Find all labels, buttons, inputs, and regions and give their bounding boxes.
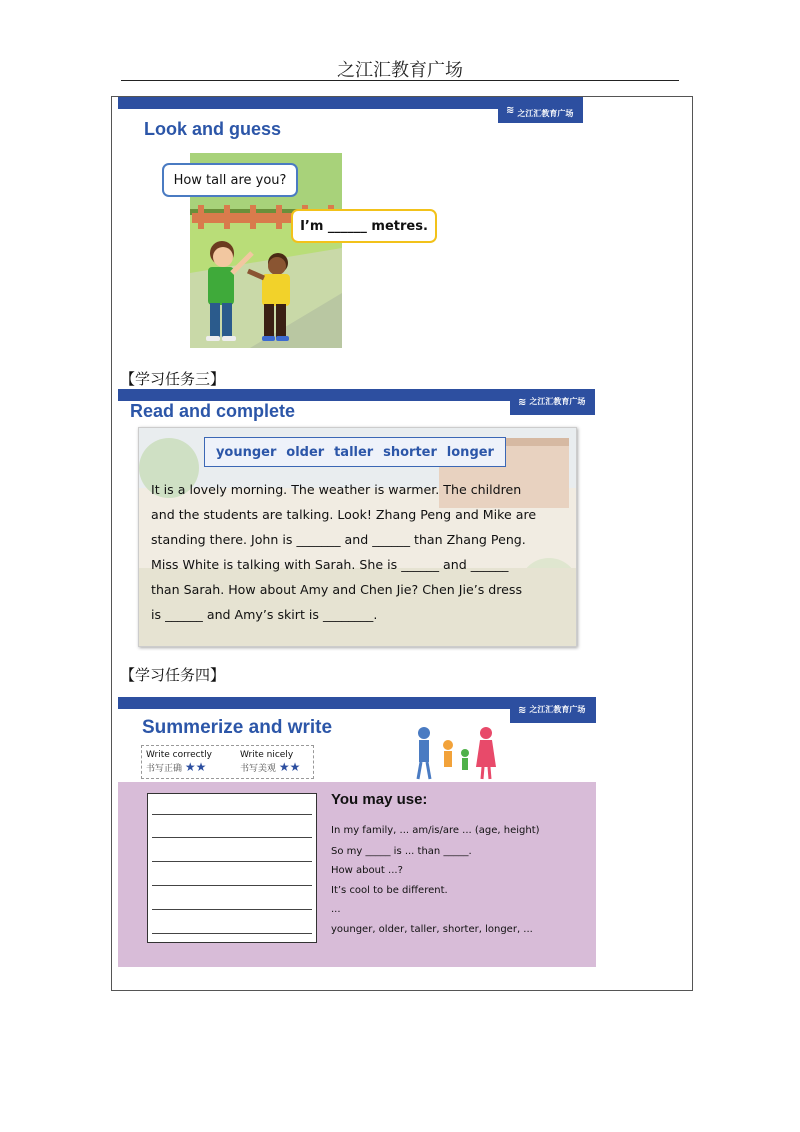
criterion-en: Write correctly <box>146 750 212 760</box>
slide-read-and-complete <box>118 389 595 651</box>
slide-title: Summerize and write <box>142 717 333 738</box>
criterion-nice <box>240 750 300 774</box>
family-icon <box>410 723 510 783</box>
criterion-zh: 书写美观 <box>240 764 277 774</box>
passage-line: standing there. John is _______ and ______ than Zhang Peng. <box>151 532 526 547</box>
word-taller: taller <box>334 444 374 460</box>
logo-icon: ≋ <box>518 396 526 408</box>
phrase-line: It’s cool to be different. <box>331 885 448 896</box>
criteria-box <box>141 745 314 779</box>
writing-line <box>152 861 312 862</box>
phrase-line: In my family, ... am/is/are ... (age, height) <box>331 825 540 836</box>
writing-line <box>152 814 312 815</box>
word-older: older <box>286 444 325 460</box>
logo <box>510 697 596 723</box>
criterion-zh: 书写正确 <box>146 764 183 774</box>
passage-line: Miss White is talking with Sarah. She is ______ and ______ <box>151 557 509 572</box>
word-bank <box>204 437 506 467</box>
page-header-title: 之江汇教育广场 <box>337 60 463 81</box>
slide-title: Look and guess <box>144 119 282 139</box>
logo-icon: ≋ <box>506 104 514 116</box>
criterion-zh-row <box>240 760 300 774</box>
phrase-line: younger, older, taller, shorter, longer, ... <box>331 924 533 935</box>
passage-line: than Sarah. How about Amy and Chen Jie? Chen Jie’s dress <box>151 582 523 597</box>
task3-label: 【学习任务三】 <box>120 370 226 388</box>
slide-top-bar <box>118 389 510 401</box>
writing-box <box>147 793 317 943</box>
word-shorter: shorter <box>383 444 437 460</box>
reading-passage <box>151 477 581 627</box>
slide-top-bar <box>118 97 498 109</box>
logo-text: 之江汇教育广场 <box>529 397 586 406</box>
logo-text: 之江汇教育广场 <box>517 108 574 118</box>
writing-line <box>152 909 312 910</box>
criterion-zh-row <box>146 760 212 774</box>
phrase-line: So my _____ is ... than _____. <box>331 846 472 857</box>
task4-label: 【学习任务四】 <box>120 666 226 684</box>
logo-icon: ≋ <box>518 704 526 716</box>
star-icon: ★★ <box>278 760 301 774</box>
word-longer: longer <box>446 444 494 460</box>
criterion-en: Write nicely <box>240 750 294 760</box>
question-bubble: How tall are you? <box>162 163 298 197</box>
header-rule <box>121 80 679 81</box>
word-younger: younger <box>215 444 277 460</box>
slide-top-bar <box>118 697 510 709</box>
answer-bubble: I’m ______ metres. <box>291 209 437 243</box>
slide-title: Read and complete <box>130 401 296 421</box>
passage-line: It is a lovely morning. The weather is warmer. The children <box>151 482 522 497</box>
logo <box>498 97 583 123</box>
phrase-line: ... <box>331 904 341 915</box>
passage-line: and the students are talking. Look! Zhang Peng and Mike are <box>151 507 537 522</box>
writing-line <box>152 933 312 934</box>
criterion-correct <box>146 750 212 774</box>
logo <box>510 389 595 415</box>
slide-look-and-guess <box>118 97 583 352</box>
writing-line <box>152 885 312 886</box>
you-may-use-heading: You may use: <box>331 791 428 808</box>
phrase-line: How about ...? <box>331 865 403 876</box>
passage-line: is ______ and Amy’s skirt is ________. <box>151 607 378 622</box>
writing-line <box>152 837 312 838</box>
logo-text: 之江汇教育广场 <box>529 705 586 714</box>
star-icon: ★★ <box>184 760 207 774</box>
